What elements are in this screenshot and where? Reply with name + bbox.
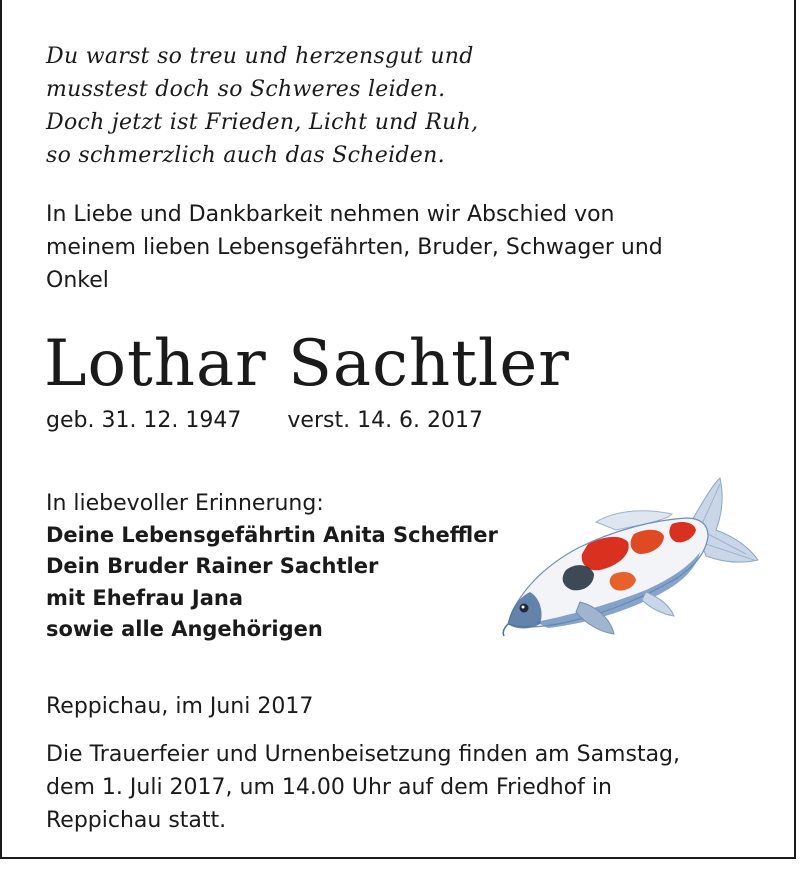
memorial-poem <box>46 40 478 172</box>
deceased-name: Lothar Sachtler <box>44 327 570 401</box>
koi-fish-icon <box>496 474 764 644</box>
funeral-info <box>46 738 680 837</box>
mourner-line: mit Ehefrau Jana <box>46 585 243 610</box>
memory-label: In liebevoller Erinnerung: <box>46 491 324 516</box>
intro-line: meinem lieben Lebensgefährten, Bruder, Schwager und <box>46 235 663 260</box>
death-date: verst. 14. 6. 2017 <box>287 408 484 433</box>
poem-line: Du warst so treu und herzensgut und <box>46 44 474 69</box>
mourner-line: Dein Bruder Rainer Sachtler <box>46 554 379 578</box>
poem-line: so schmerzlich auch das Scheiden. <box>46 143 445 168</box>
ceremony-line: dem 1. Juli 2017, um 14.00 Uhr auf dem Friedhof in <box>46 775 612 800</box>
mourner-line: sowie alle Angehörigen <box>46 617 323 641</box>
poem-line: musstest doch so Schweres leiden. <box>46 77 446 102</box>
intro-line: In Liebe und Dankbarkeit nehmen wir Abschied von <box>46 202 615 227</box>
life-dates <box>46 404 483 437</box>
ceremony-line: Die Trauerfeier und Urnenbeisetzung finden am Samstag, <box>46 742 681 767</box>
farewell-intro <box>46 198 746 297</box>
intro-line: Onkel <box>46 268 109 293</box>
birth-date: geb. 31. 12. 1947 <box>46 408 242 433</box>
ceremony-line: Reppichau statt. <box>46 808 227 833</box>
place-and-date: Reppichau, im Juni 2017 <box>46 694 314 719</box>
mourner-line: Deine Lebensgefährtin Anita Scheffler <box>46 522 498 547</box>
poem-line: Doch jetzt ist Frieden, Licht und Ruh, <box>46 110 479 135</box>
mourners-block <box>46 488 498 646</box>
